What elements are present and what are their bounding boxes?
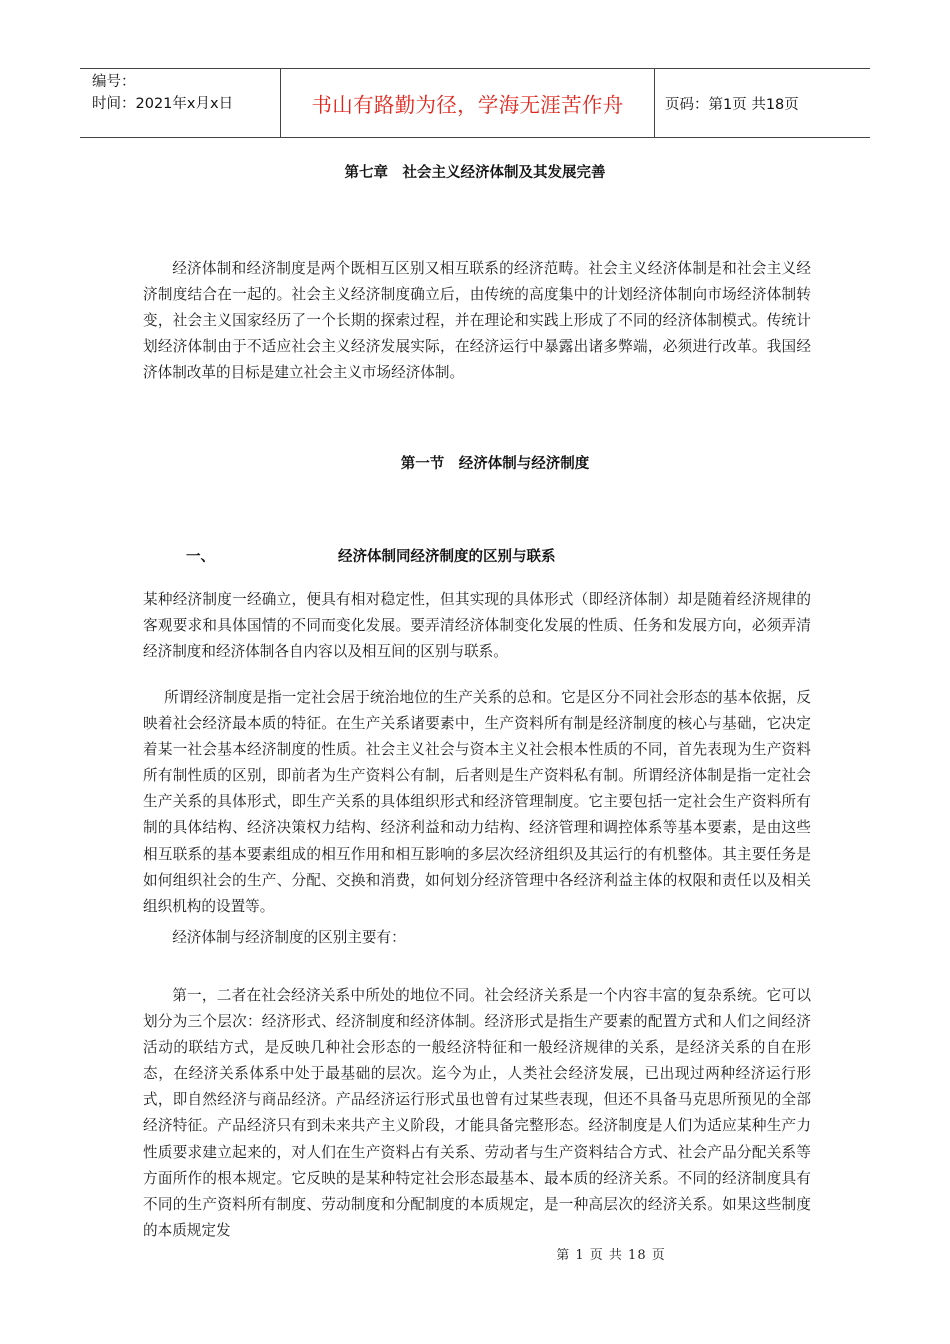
intro-paragraph: 经济体制和经济制度是两个既相互区别又相互联系的经济范畴。社会主义经济体制是和社会主义经济制度结合在一起的。社会主义经济制度确立后，由传统的高度集中的计划经济体制向市场经济体制转变，社会主义国家经历了一个长期的探索过程，并在理论和实践上形成了不同的经济体制模式。传统计划经济体制由于不适应社会主义经济发展实际，在经济运行中暴露出诸多弊端，必须进行改革。我国经济体制改革的目标是建立社会主义市场经济体制。 (143, 260, 811, 382)
page-footer: 第 1 页 共 18 页 (556, 1248, 666, 1263)
body-paragraph: 某种经济制度一经确立，便具有相对稳定性，但其实现的具体形式（即经济体制）却是随着经济规律的客观要求和具体国情的不同而变化发展。要弄清经济体制变化发展的性质、任务和发展方向，必须弄清经济制度和经济体制各自内容以及相互间的区别与联系。 (143, 591, 811, 661)
document-number-label: 编号： (92, 74, 136, 90)
subsection-title: 经济体制同经济制度的区别与联系 (338, 549, 556, 565)
body-paragraph: 经济体制与经济制度的区别主要有： (172, 929, 406, 946)
subsection-number: 一、 (186, 549, 215, 565)
chapter-title: 第七章 社会主义经济体制及其发展完善 (344, 165, 606, 181)
header-motto: 书山有路勤为径，学海无涯苦作舟 (281, 69, 655, 137)
header-page-info: 页码：第1页 共18页 (665, 96, 799, 113)
document-date-label: 时间：2021年x月x日 (92, 96, 234, 112)
section-title: 第一节 经济体制与经济制度 (400, 456, 590, 472)
body-paragraph: 第一，二者在社会经济关系中所处的地位不同。社会经济关系是一个内容丰富的复杂系统。它可以划分为三个层次：经济形式、经济制度和经济体制。经济形式是指生产要素的配置方式和人们之间经济活动的联结方式，是反映几种社会形态的一般经济特征和一般经济规律的关系，是经济关系的自在形态，在经济关系体系中处于最基础的层次。迄今为止，人类社会经济发展，已出现过两种经济运行形式，即自然经济与商品经济。产品经济运行形式虽也曾有过某些表现，但还不具备马克思所预见的全部经济特征。产品经济只有到未来共产主义阶段，才能具备完整形态。经济制度是人们为适应某种生产力性质要求建立起来的，对人们在生产资料占有关系、劳动者与生产资料结合方式、社会产品分配关系等方面所作的根本规定。它反映的是某种特定社会形态最基本、最本质的经济关系。不同的经济制度具有不同的生产资料所有制度、劳动制度和分配制度的本质规定，是一种高层次的经济关系。如果这些制度的本质规定发 (143, 987, 811, 1239)
body-paragraph: 所谓经济制度是指一定社会居于统治地位的生产关系的总和。它是区分不同社会形态的基本依据，反映着社会经济最本质的特征。在生产关系诸要素中，生产资料所有制是经济制度的核心与基础，它决定着某一社会基本经济制度的性质。社会主义社会与资本主义社会根本性质的不同，首先表现为生产资料所有制性质的区别，即前者为生产资料公有制，后者则是生产资料私有制。所谓经济体制是指一定社会生产关系的具体形式，即生产关系的具体组织形式和经济管理制度。它主要包括一定社会生产资料所有制的具体结构、经济决策权力结构、经济利益和动力结构、经济管理和调控体系等基本要素，是由这些相互联系的基本要素组成的相互作用和相互影响的多层次经济组织及其运行的有机整体。其主要任务是如何组织社会的生产、分配、交换和消费，如何划分经济管理中各经济利益主体的权限和责任以及相关组织机构的设置等。 (143, 689, 811, 915)
header-meta-cell (80, 69, 281, 137)
header-table (80, 68, 870, 138)
subsection-heading (186, 545, 606, 566)
